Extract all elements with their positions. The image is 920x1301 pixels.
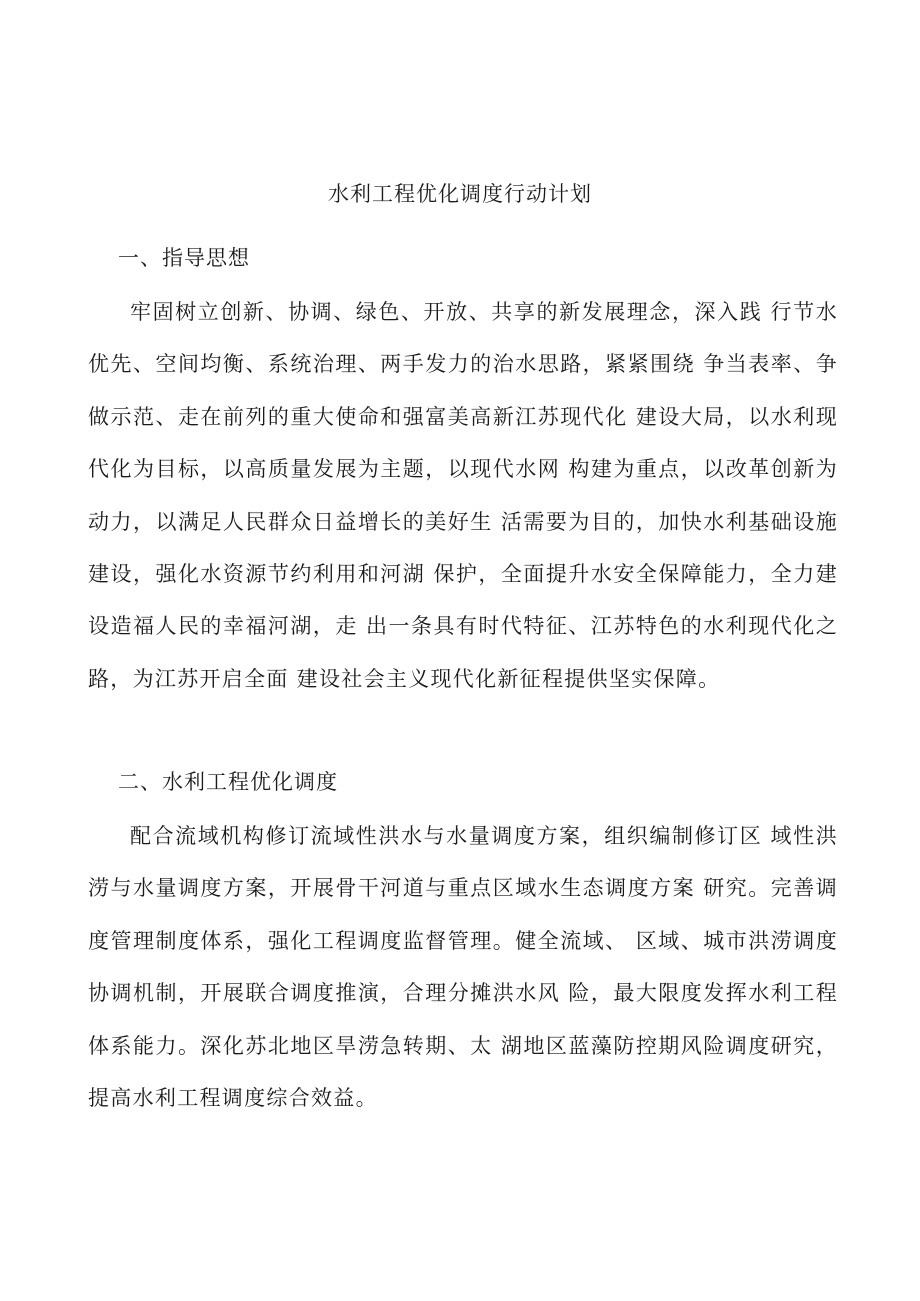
section-heading-dispatch-optimization: 二、水利工程优化调度 (118, 770, 338, 794)
section-body-dispatch-optimization: 配合流域机构修订流域性洪水与水量调度方案，组织编制修订区 域性洪涝与水量调度方案，开展骨干河道与重点区域水生态调度方案 研究。完善调度管理制度体系，强化工程调度监督管理。健全流域、 区域、城市洪涝调度协调机制，开展联合调度推演，合理分摊洪水风 险，最大限度发挥水利工程体系能力。深化苏北地区旱涝急转期、太 湖地区蓝藻防控期风险调度研究，提高水利工程调度综合效益。 (88, 824, 838, 1111)
section-body-guiding-ideology: 牢固树立创新、协调、绿色、开放、共享的新发展理念，深入践 行节水优先、空间均衡、系统治理、两手发力的治水思路，紧紧围绕 争当表率、争做示范、走在前列的重大使命和强富美高新江苏现代化 建设大局，以水利现代化为目标，以高质量发展为主题，以现代水网 构建为重点，以改革创新为动力，以满足人民群众日益增长的美好生 活需要为目的，加快水利基础设施建设，强化水资源节约利用和河湖 保护，全面提升水安全保障能力，全力建设造福人民的幸福河湖，走 出一条具有时代特征、江苏特色的水利现代化之路，为江苏开启全面 建设社会主义现代化新征程提供坚实保障。 (88, 300, 838, 691)
document-title: 水利工程优化调度行动计划 (328, 182, 592, 206)
section-heading-guiding-ideology: 一、指导思想 (118, 246, 250, 270)
